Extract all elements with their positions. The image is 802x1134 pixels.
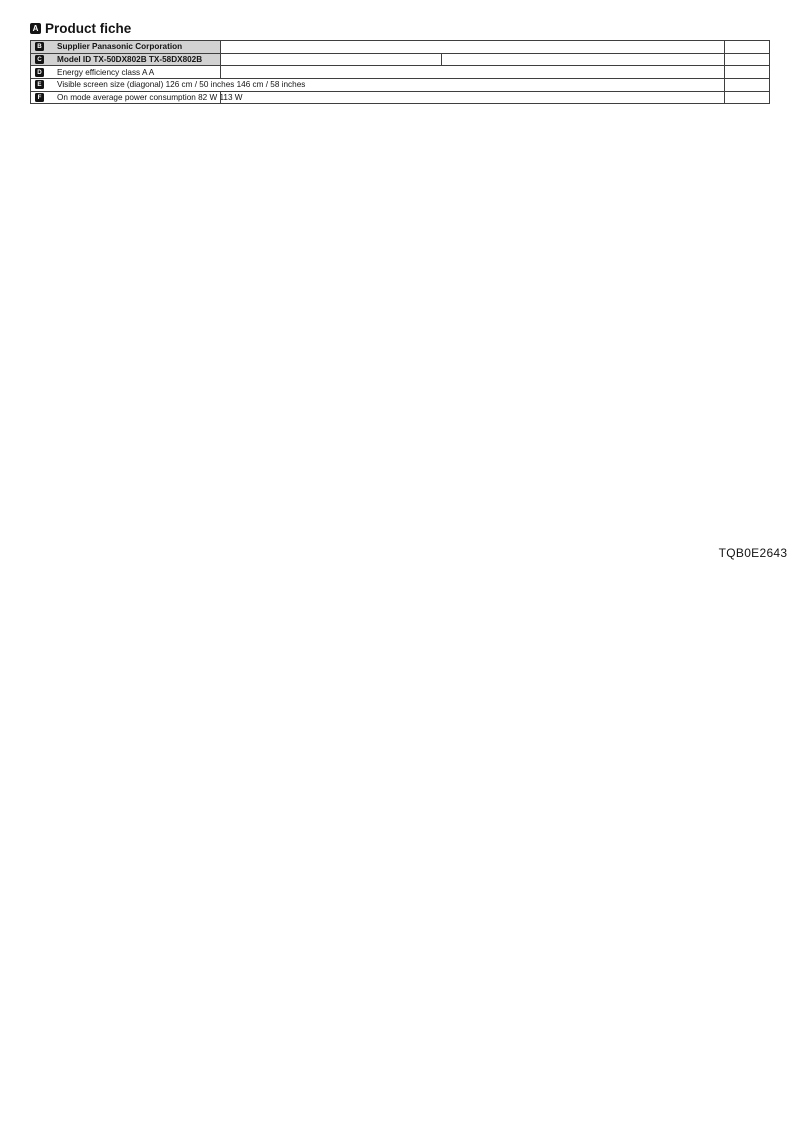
table-row-E — [31, 79, 769, 92]
row-letter-cell — [31, 79, 57, 91]
page-title-text: Product fiche — [45, 21, 132, 36]
table-row-B — [31, 41, 769, 54]
letter-icon-E: E — [35, 80, 44, 89]
row-description: Visible screen size (diagonal) 126 cm / 50 inches 146 cm / 58 inches — [57, 80, 306, 90]
empty-cell — [724, 79, 769, 91]
row-description: Supplier Panasonic Corporation — [57, 41, 220, 53]
letter-icon-A: A — [30, 23, 41, 34]
letter-icon-F: F — [35, 93, 44, 102]
row-description: Model ID TX-50DX802B TX-58DX802B — [57, 54, 220, 66]
row-letter-cell — [31, 54, 57, 66]
empty-cell — [441, 54, 724, 66]
table-row-D — [31, 66, 769, 79]
table-row-F — [31, 92, 769, 104]
letter-icon-C: C — [35, 55, 44, 64]
row-letter-cell — [31, 66, 57, 78]
document-code: TQB0E2643 — [718, 546, 788, 560]
empty-cell — [724, 92, 769, 104]
letter-icon-D: D — [35, 68, 44, 77]
empty-cell — [724, 41, 769, 53]
page-title — [30, 21, 131, 36]
table-row-C — [31, 54, 769, 67]
empty-cell — [220, 66, 724, 78]
row-letter-cell — [31, 92, 57, 104]
empty-cell — [724, 66, 769, 78]
qr-code — [727, 487, 782, 542]
empty-cell — [220, 92, 724, 104]
empty-cell — [220, 41, 724, 53]
row-letter-cell — [31, 41, 57, 53]
row-description: On mode average power consumption 82 W 113 W — [57, 93, 243, 103]
letter-icon-B: B — [35, 42, 44, 51]
empty-cell — [724, 54, 769, 66]
row-description: Energy efficiency class A A — [57, 67, 155, 77]
product-fiche-table — [30, 40, 770, 104]
row-value — [220, 54, 441, 66]
